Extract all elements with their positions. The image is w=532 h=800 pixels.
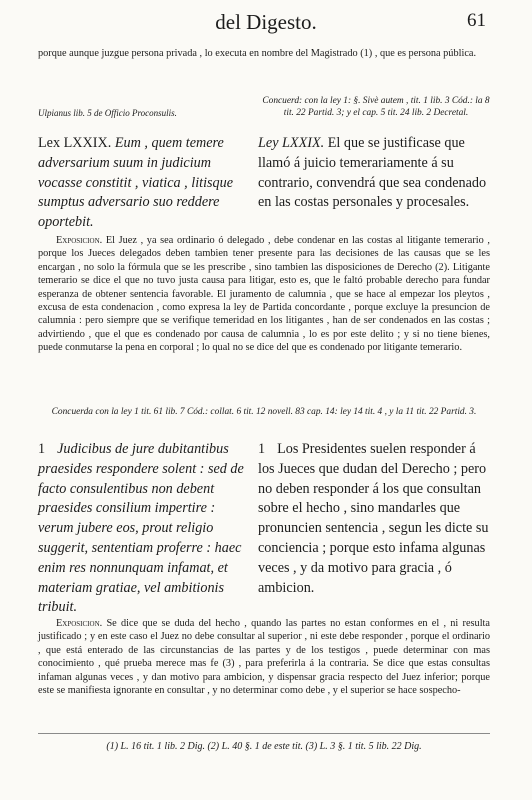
spanish-section-1-text: Los Presidentes suelen responder á los Jueces que dudan del Derecho ; pero no deben responder á los que consultan sobre el hecho , sino mandarles que pronuncien sentencia , segun les dicte su conciencia ; porque esto infama algunas veces , y da motivo para gracia , ó ambicion. <box>258 441 489 596</box>
lex-latin-label: Lex LXXIX. <box>38 135 112 151</box>
exposicion-1-text: El Juez , ya sea ordinario ó delegado , debe condenar en las costas al litigante temerario , porque los Jueces delegados deben tambien tener presente para las decisiones de las causas que se les encargan , no solo la fórmula que se les prescribe , sino tambien las disposiciones de Derecho (2). Litigante temerario se dice el que no tuvo justa causa para litigar, esto es, que le faltó probable derecho para fundar esperanza de obtener sentencia favorable. El juramento de calumnia , que se hace al empezar los pleytos , excusa de esta condenacion , como expresa la ley de Partida concordante , porque excluye la presuncion de calumnia : pero siempre que se verifique temeridad en los litigantes , han de ser condenados en las costas ; advirtiendo , que el que es condenado por causa de calumnia , lo es por este delito ; y si no tiene bienes, puede conmutarse la pena en corporal ; lo qual no se dice del que es condenado por litigante temerario. <box>38 235 491 354</box>
ley-spanish-text: El que se justificase que llamó á juicio temerariamente á su contrario, convendrá que sea condenado en las costas personales y procesales. <box>258 135 487 211</box>
section-number: 1 <box>38 441 46 457</box>
latin-section-1-text: Judicibus de jure dubitantibus praesides respondere solent : sed de facto consulentibus non debent praesides consilium impertire : verum jubere eos, prout religio suggerit, sententiam proferre : haec enim res nonnunquam infamat, et materiam gratiae, vel ambitionis tribuit. <box>38 441 244 616</box>
exposicion-2-text: Se dice que se duda del hecho , quando las partes no estan conformes en el , ni resulta justificado ; y en este caso el Juez no debe consultar al superior , ni este debe responder , porque el ordinario , que está enterado de las circunstancias de las partes y de los testigos , puede determinar con mas conocimiento , qué prueba merece mas fe (3) , para preferirla á la contraria. Se dice que estas consultas infaman algunas veces , y dan motivo para ambicion, y dispensar gracia respecto del Juez inferior; porque este se manifiesta ignorante en consultar , y no determinar como debe , y el superior se hace sospecho- <box>38 618 490 697</box>
exposicion-1 <box>38 234 490 355</box>
footnote-divider <box>38 733 490 734</box>
exposicion-label: Exposicion. <box>56 235 103 246</box>
running-header: del Digesto. <box>215 10 317 34</box>
exposicion-label-2: Exposicion. <box>56 618 103 629</box>
section-number-spanish: 1 <box>258 441 266 457</box>
exposicion-2 <box>38 617 490 697</box>
footnotes: (1) L. 16 tit. 1 lib. 2 Dig. (2) L. 40 §. 1 de este tit. (3) L. 3 §. 1 tit. 5 lib. 22 Dig. <box>106 741 422 752</box>
page-number: 61 <box>467 10 486 31</box>
concordance-1: Concuerd: con la ley 1: §. Sivè autem , tit. 1 lib. 3 Cód.: la 8 tit. 22 Partid. 3; y el cap. 5 tit. 24 lib. 2 Decretal. <box>262 96 490 118</box>
intro-paragraph: porque aunque juzgue persona privada , lo executa en nombre del Magistrado (1) , que es persona pública. <box>38 48 477 59</box>
ley-spanish <box>258 134 494 213</box>
ley-spanish-label: Ley LXXIX. <box>258 135 325 151</box>
latin-section-1 <box>38 440 253 618</box>
ulpianus-reference: Ulpianus lib. 5 de Officio Proconsulis. <box>38 108 177 118</box>
concordance-2: Concuerda con la ley 1 tit. 61 lib. 7 Cód.: collat. 6 tit. 12 novell. 83 cap. 14: ley 14 tit. 4 , y la 11 tit. 22 Partid. 3. <box>51 407 477 417</box>
spanish-section-1 <box>258 440 494 598</box>
lex-latin <box>38 134 253 233</box>
lex-latin-text: Eum , quem temere adversarium suum in judicium vocasse constitit , viatica , litisque sumptus adversario suo reddere oportebit. <box>38 135 234 231</box>
